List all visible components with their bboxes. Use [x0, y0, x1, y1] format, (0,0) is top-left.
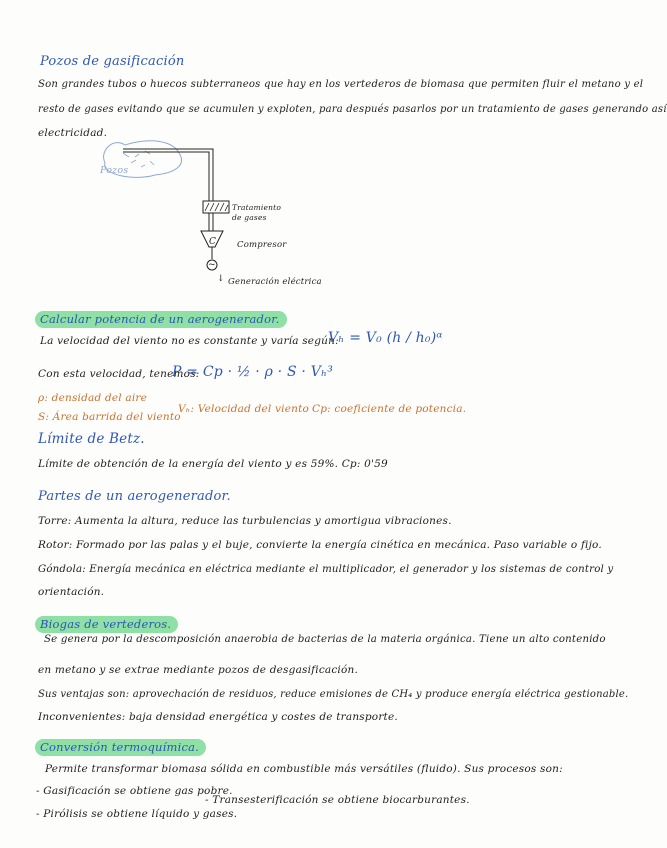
- def-s: S: Área barrida del viento: [38, 411, 181, 423]
- def-cp: Cp: coeficiente de potencia.: [312, 403, 467, 415]
- pipe-outer: [123, 149, 213, 201]
- pozos-line-2: resto de gases evitando que se acumulen y exploten, para después pasarlos por un tratamiento de gases generando así: [38, 104, 667, 115]
- biogas-ventajas: Sus ventajas son: aprovechación de residuos, reduce emisiones de CH₄ y produce energía eléctrica gestionable.: [38, 689, 629, 700]
- section-title-biogas: Biogas de vertederos.: [35, 616, 178, 633]
- betz-line: Límite de obtención de la energía del viento y es 59%. Cp: 0'59: [38, 458, 388, 470]
- partes-torre: Torre: Aumenta la altura, reduce las turbulencias y amortigua vibraciones.: [38, 515, 452, 527]
- partes-gondola: Góndola: Energía mecánica en eléctrica mediante el multiplicador, el generador y los sistemas de control y: [38, 564, 614, 575]
- arrow-icon: ↓: [217, 274, 225, 284]
- def-vh: Vₕ: Velocidad del viento: [178, 403, 310, 415]
- pozos-line-3: electricidad.: [38, 127, 108, 139]
- partes-rotor: Rotor: Formado por las palas y el buje, convierte la energía cinética en mecánica. Paso variable o fijo.: [38, 539, 602, 551]
- biogas-inconvenientes: Inconvenientes: baja densidad energética y costes de transporte.: [38, 711, 398, 723]
- section-title-pozos: Pozos de gasificación: [40, 54, 185, 69]
- termoquimica-gasificacion: - Gasificación se obtiene gas pobre.: [36, 785, 233, 797]
- biogas-line-1: Se genera por la descomposición anaerobia de bacterias de la materia orgánica. Tiene un alto contenido: [44, 634, 606, 645]
- biogas-line-2: en metano y se extrae mediante pozos de desgasificación.: [38, 664, 359, 676]
- treatment-hatch: [205, 203, 228, 211]
- pozos-label: Pozos: [100, 165, 129, 176]
- def-rho: ρ: densidad del aire: [38, 392, 148, 404]
- termoquimica-line: Permite transformar biomasa sólida en combustible más versátiles (fluido). Sus procesos son:: [45, 763, 563, 775]
- termoquimica-transesterificacion: - Transesterificación se obtiene biocarburantes.: [205, 794, 470, 806]
- generacion-label: Generación eléctrica: [228, 277, 322, 287]
- pozos-line-1: Son grandes tubos o huecos subterraneos que hay en los vertederos de biomasa que permiten fluir el metano y el: [38, 79, 644, 90]
- con-esta-text: Con esta velocidad, tenemos:: [38, 368, 200, 380]
- pipe-inner: [123, 152, 209, 201]
- pipe-lower: [209, 213, 213, 231]
- aerogenerador-intro: La velocidad del viento no es constante y varía según:: [40, 335, 339, 347]
- generator-symbol: ~: [208, 260, 216, 270]
- section-title-termoquimica: Conversión termoquímica.: [35, 739, 206, 756]
- section-title-betz: Límite de Betz.: [38, 431, 145, 447]
- compresor-label: Compresor: [237, 240, 287, 250]
- partes-orientacion: orientación.: [38, 586, 105, 598]
- section-title-aerogenerador: Calcular potencia de un aerogenerador.: [35, 311, 287, 328]
- termoquimica-pirolisis: - Pirólisis se obtiene líquido y gases.: [36, 808, 238, 820]
- formula-potencia: P = Cp · ½ · ρ · S · Vₕ³: [172, 364, 334, 380]
- section-title-partes: Partes de un aerogenerador.: [38, 489, 231, 504]
- formula-velocidad: Vₕ = V₀ (h / h₀)ᵅ: [328, 330, 443, 346]
- compresor-letter: C: [209, 237, 217, 247]
- tratamiento-label: Tratamiento de gases: [232, 203, 282, 222]
